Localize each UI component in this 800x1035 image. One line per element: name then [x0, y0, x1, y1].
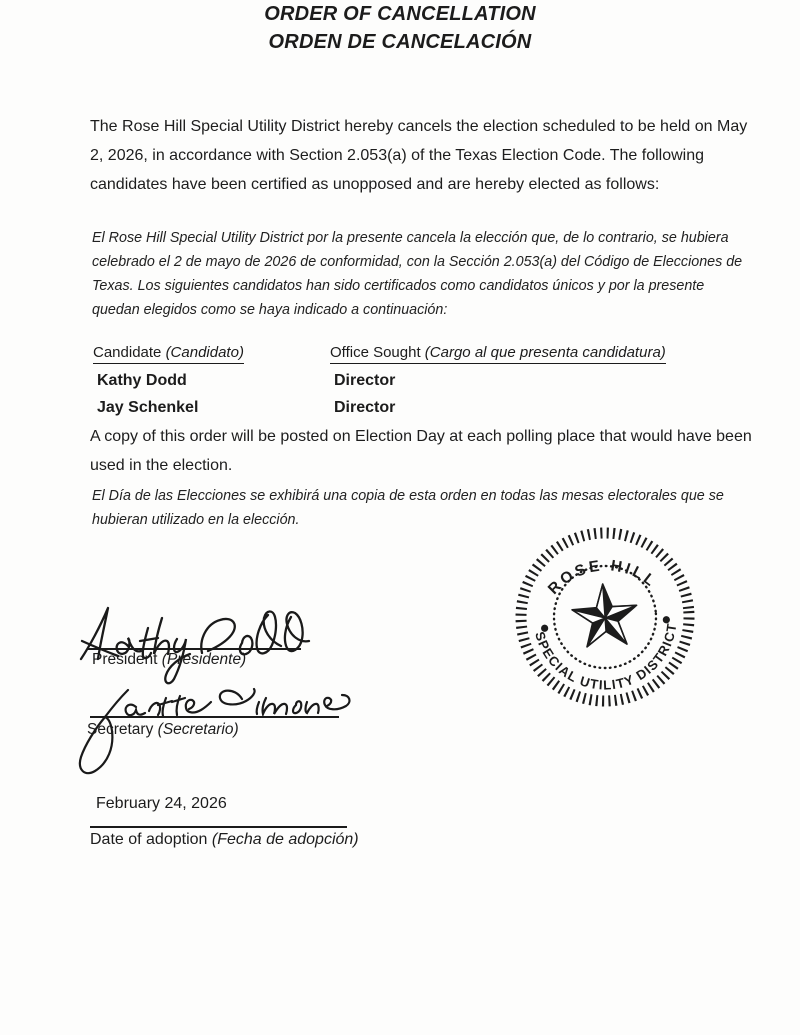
paragraph-spanish-cancellation: El Rose Hill Special Utility District por la presente cancela la elección que, de lo contrario, se hubiera celebrado el 2 de mayo de 2026 de conformidad, con la Sección 2.053(a) del Código de Elecciones de Texas. Los siguientes candidatos han sido certificados como candidatos únicos y por la presente quedan elegidos como se haya indicado a continuación: [92, 230, 743, 318]
table-row-candidate-name: Kathy Dodd [97, 372, 187, 389]
document-title [0, 0, 800, 56]
column-header-candidate [93, 340, 330, 367]
secretary-title-es: (Secretario) [157, 721, 239, 738]
secretary-title-en: Secretary [87, 721, 154, 738]
president-signature [78, 596, 310, 691]
adoption-date-label [90, 831, 359, 849]
title-english: ORDER OF CANCELLATION [264, 3, 536, 25]
header-office-es: (Cargo al que presenta candidatura) [424, 344, 666, 361]
table-row-office: Director [334, 399, 396, 416]
seal-bottom-text: SPECIAL UTILITY DISTRICT [532, 621, 680, 693]
column-header-office [330, 340, 713, 367]
candidates-table [93, 340, 713, 421]
table-row-candidate-name: Jay Schenkel [97, 399, 199, 416]
adoption-date-line [90, 826, 347, 828]
paragraph-english-posting: A copy of this order will be posted on Election Day at each polling place that would have been used in the election. [90, 428, 752, 474]
star-icon [570, 582, 639, 648]
header-office-en: Office Sought [330, 344, 421, 361]
secretary-signature [70, 684, 356, 782]
president-title-es: (Presidente) [161, 651, 247, 668]
header-candidate-es: (Candidato) [165, 344, 244, 361]
header-candidate-en: Candidate [93, 344, 162, 361]
adoption-label-es: (Fecha de adopción) [211, 831, 359, 848]
table-row-office: Director [334, 372, 396, 389]
seal-top-text: ROSE HILL [544, 557, 661, 598]
president-title-en: President [92, 651, 158, 668]
district-seal [510, 522, 700, 712]
paragraph-spanish-posting: El Día de las Elecciones se exhibirá una copia de esta orden en todas las mesas electorales que se hubieran utilizado en la elección. [92, 488, 724, 528]
paragraph-english-cancellation: The Rose Hill Special Utility District hereby cancels the election scheduled to be held on May 2, 2026, in accordance with Section 2.053(a) of the Texas Election Code. The following candidates have been certified as unopposed and are hereby elected as follows: [90, 118, 748, 193]
adoption-label-en: Date of adoption [90, 831, 208, 848]
adoption-date-value: February 24, 2026 [96, 795, 227, 812]
title-spanish: ORDEN DE CANCELACIÓN [268, 31, 532, 53]
